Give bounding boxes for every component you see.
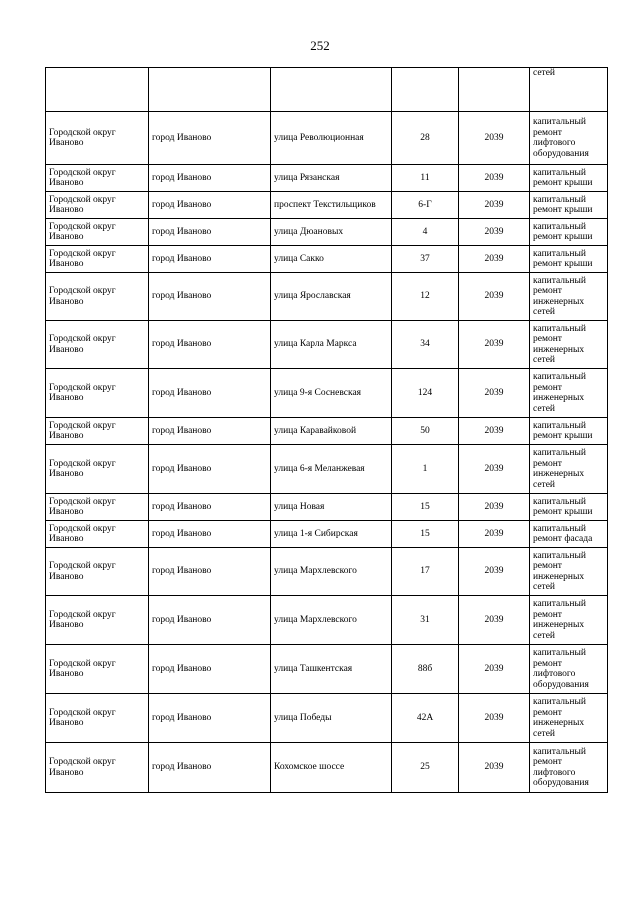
- cell-year: 2039: [459, 445, 530, 494]
- table-row: [46, 321, 608, 369]
- cell-city: город Иваново: [149, 694, 271, 743]
- cell-okrug: Городской округ Иваново: [46, 694, 149, 743]
- cell-year: 2039: [459, 165, 530, 192]
- cell-street: улица Дюановых: [271, 219, 392, 246]
- cell-okrug: Городской округ Иваново: [46, 445, 149, 494]
- cell-okrug: Городской округ Иваново: [46, 418, 149, 445]
- cell-okrug: Городской округ Иваново: [46, 192, 149, 219]
- cell-okrug: Городской округ Иваново: [46, 112, 149, 165]
- cell-year: 2039: [459, 418, 530, 445]
- cell-city: город Иваново: [149, 418, 271, 445]
- cell-okrug: Городской округ Иваново: [46, 596, 149, 645]
- cell-work: капитальный ремонт лифтового оборудования: [530, 112, 608, 165]
- cell-city: город Иваново: [149, 548, 271, 596]
- table-body: [46, 68, 608, 793]
- cell-house: 4: [392, 219, 459, 246]
- cell-street: Кохомское шоссе: [271, 743, 392, 793]
- cell-house: 15: [392, 494, 459, 521]
- table-row: [46, 112, 608, 165]
- cell-year: 2039: [459, 246, 530, 273]
- cell-street: улица Сакко: [271, 246, 392, 273]
- cell-street: улица 6-я Меланжевая: [271, 445, 392, 494]
- cell-house: 11: [392, 165, 459, 192]
- cell-street: улица Каравайковой: [271, 418, 392, 445]
- cell-year: 2039: [459, 596, 530, 645]
- cell-work: капитальный ремонт крыши: [530, 219, 608, 246]
- cell-house: 31: [392, 596, 459, 645]
- cell-house: 6-Г: [392, 192, 459, 219]
- cell-okrug: Городской округ Иваново: [46, 494, 149, 521]
- table-row: [46, 596, 608, 645]
- cell-street: улица Мархлевского: [271, 548, 392, 596]
- table-row: [46, 548, 608, 596]
- cell-street: улица Новая: [271, 494, 392, 521]
- cell-house: [392, 68, 459, 112]
- cell-city: город Иваново: [149, 165, 271, 192]
- cell-year: 2039: [459, 192, 530, 219]
- cell-house: 15: [392, 521, 459, 548]
- cell-okrug: Городской округ Иваново: [46, 548, 149, 596]
- cell-year: 2039: [459, 273, 530, 321]
- cell-street: улица Рязанская: [271, 165, 392, 192]
- table-row: [46, 645, 608, 694]
- cell-city: город Иваново: [149, 743, 271, 793]
- cell-okrug: Городской округ Иваново: [46, 246, 149, 273]
- cell-work: капитальный ремонт лифтового оборудования: [530, 743, 608, 793]
- cell-okrug: Городской округ Иваново: [46, 321, 149, 369]
- table-row-continuation: [46, 68, 608, 112]
- cell-work: капитальный ремонт крыши: [530, 192, 608, 219]
- cell-city: город Иваново: [149, 273, 271, 321]
- cell-house: 88б: [392, 645, 459, 694]
- cell-city: город Иваново: [149, 246, 271, 273]
- cell-okrug: Городской округ Иваново: [46, 521, 149, 548]
- cell-street: улица 1-я Сибирская: [271, 521, 392, 548]
- cell-house: 124: [392, 369, 459, 418]
- cell-street: улица Ташкентская: [271, 645, 392, 694]
- cell-street: улица Победы: [271, 694, 392, 743]
- cell-okrug: Городской округ Иваново: [46, 645, 149, 694]
- cell-year: 2039: [459, 112, 530, 165]
- cell-year: 2039: [459, 548, 530, 596]
- cell-okrug: Городской округ Иваново: [46, 219, 149, 246]
- cell-work: капитальный ремонт инженерных сетей: [530, 445, 608, 494]
- cell-year: [459, 68, 530, 112]
- cell-work: капитальный ремонт инженерных сетей: [530, 321, 608, 369]
- cell-year: 2039: [459, 369, 530, 418]
- table-row: [46, 494, 608, 521]
- cell-okrug: Городской округ Иваново: [46, 273, 149, 321]
- cell-okrug: Городской округ Иваново: [46, 743, 149, 793]
- cell-house: 50: [392, 418, 459, 445]
- cell-city: город Иваново: [149, 521, 271, 548]
- cell-work: капитальный ремонт фасада: [530, 521, 608, 548]
- cell-house: 42А: [392, 694, 459, 743]
- cell-city: город Иваново: [149, 321, 271, 369]
- cell-house: 34: [392, 321, 459, 369]
- cell-okrug: Городской округ Иваново: [46, 165, 149, 192]
- cell-year: 2039: [459, 743, 530, 793]
- cell-city: город Иваново: [149, 645, 271, 694]
- cell-street: проспект Текстильщиков: [271, 192, 392, 219]
- cell-street: улица Революционная: [271, 112, 392, 165]
- table-row: [46, 165, 608, 192]
- table-row: [46, 246, 608, 273]
- cell-street: улица Ярославская: [271, 273, 392, 321]
- cell-work: капитальный ремонт инженерных сетей: [530, 369, 608, 418]
- cell-street: [271, 68, 392, 112]
- page-number: 252: [310, 38, 330, 53]
- cell-work: капитальный ремонт инженерных сетей: [530, 548, 608, 596]
- cell-city: город Иваново: [149, 219, 271, 246]
- cell-year: 2039: [459, 645, 530, 694]
- cell-city: город Иваново: [149, 369, 271, 418]
- cell-house: 12: [392, 273, 459, 321]
- cell-year: 2039: [459, 694, 530, 743]
- cell-okrug: [46, 68, 149, 112]
- cell-city: город Иваново: [149, 112, 271, 165]
- cell-work: капитальный ремонт крыши: [530, 246, 608, 273]
- table-row: [46, 694, 608, 743]
- cell-house: 37: [392, 246, 459, 273]
- cell-work: капитальный ремонт крыши: [530, 165, 608, 192]
- table-row: [46, 521, 608, 548]
- cell-work: капитальный ремонт крыши: [530, 494, 608, 521]
- cell-work: капитальный ремонт инженерных сетей: [530, 596, 608, 645]
- cell-house: 28: [392, 112, 459, 165]
- cell-year: 2039: [459, 521, 530, 548]
- table-row: [46, 273, 608, 321]
- cell-work: сетей: [530, 68, 608, 112]
- table-row: [46, 369, 608, 418]
- cell-work: капитальный ремонт крыши: [530, 418, 608, 445]
- cell-year: 2039: [459, 219, 530, 246]
- cell-year: 2039: [459, 494, 530, 521]
- cell-work: капитальный ремонт лифтового оборудования: [530, 645, 608, 694]
- cell-house: 17: [392, 548, 459, 596]
- cell-city: [149, 68, 271, 112]
- cell-street: улица Карла Маркса: [271, 321, 392, 369]
- registry-table: [45, 67, 608, 793]
- cell-street: улица 9-я Сосневская: [271, 369, 392, 418]
- cell-city: город Иваново: [149, 494, 271, 521]
- cell-work: капитальный ремонт инженерных сетей: [530, 273, 608, 321]
- cell-year: 2039: [459, 321, 530, 369]
- cell-okrug: Городской округ Иваново: [46, 369, 149, 418]
- cell-work: капитальный ремонт инженерных сетей: [530, 694, 608, 743]
- table-row: [46, 418, 608, 445]
- table-row: [46, 445, 608, 494]
- table-row: [46, 219, 608, 246]
- cell-house: 1: [392, 445, 459, 494]
- cell-city: город Иваново: [149, 596, 271, 645]
- table-row: [46, 192, 608, 219]
- table-row: [46, 743, 608, 793]
- cell-street: улица Мархлевского: [271, 596, 392, 645]
- cell-house: 25: [392, 743, 459, 793]
- cell-city: город Иваново: [149, 445, 271, 494]
- cell-city: город Иваново: [149, 192, 271, 219]
